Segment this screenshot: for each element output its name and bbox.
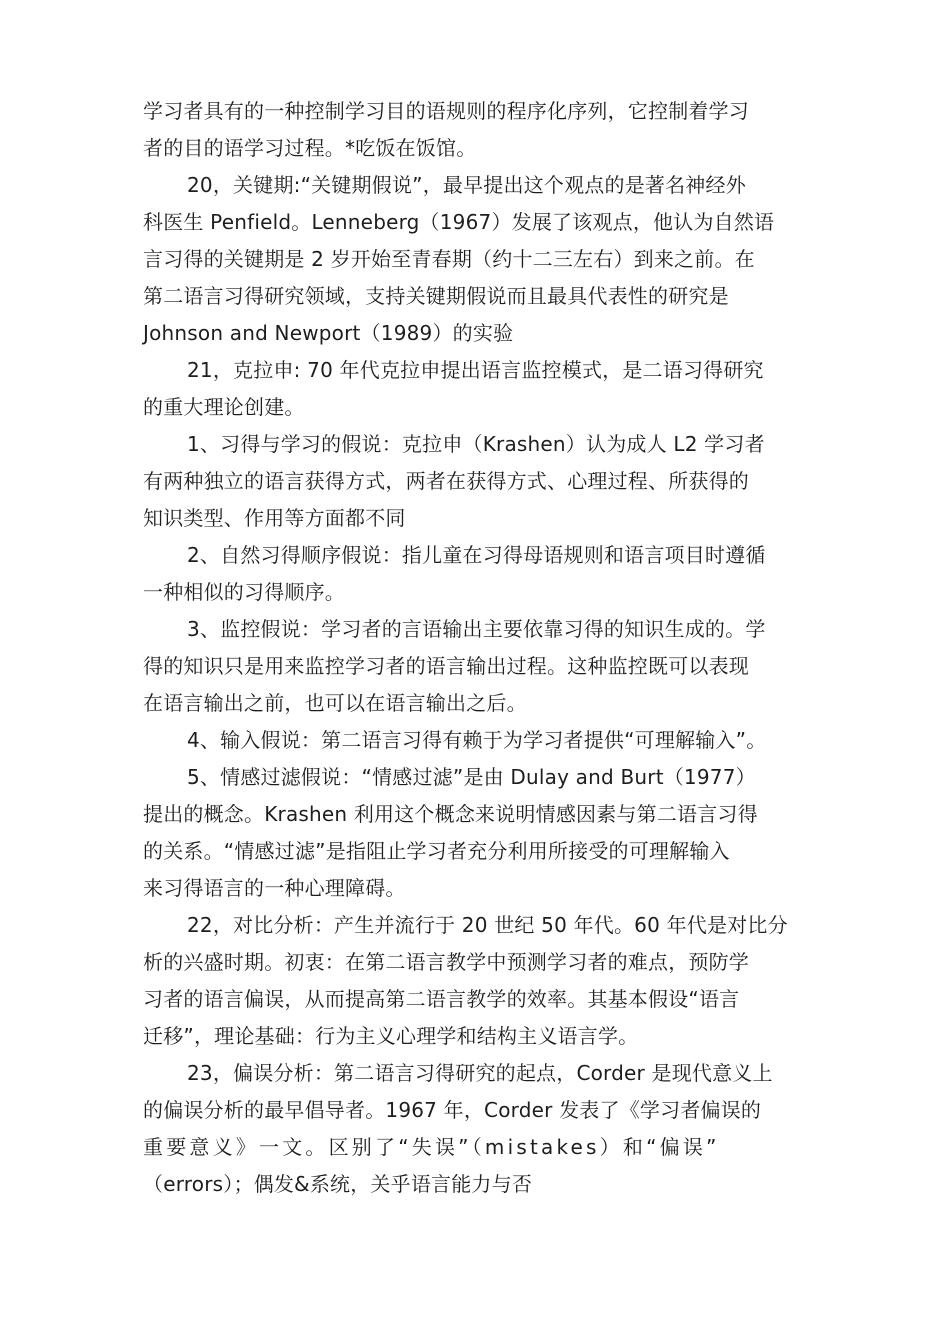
- text-line: 学习者具有的一种控制学习目的语规则的程序化序列，它控制着学习: [143, 99, 749, 123]
- text-line: 迁移”，理论基础：行为主义心理学和结构主义语言学。: [143, 1024, 639, 1048]
- text-line: 得的知识只是用来监控学习者的语言输出过程。这种监控既可以表现: [143, 654, 749, 678]
- text-line: 者的目的语学习过程。*吃饭在饭馆。: [143, 136, 477, 160]
- paragraph-22-start: 22，对比分析：产生并流行于 20 世纪 50 年代。60 年代是对比分: [187, 913, 788, 937]
- text-line: 的重大理论创建。: [143, 395, 305, 419]
- hypothesis-2-start: 2、自然习得顺序假说：指儿童在习得母语规则和语言项目时遵循: [187, 543, 766, 567]
- text-line: 提出的概念。Krashen 利用这个概念来说明情感因素与第二语言习得: [143, 802, 758, 826]
- text-line: 有两种独立的语言获得方式，两者在获得方式、心理过程、所获得的: [143, 469, 749, 493]
- text-line: 习者的语言偏误，从而提高第二语言教学的效率。其基本假设“语言: [143, 987, 740, 1011]
- hypothesis-3-start: 3、监控假说：学习者的言语输出主要依靠习得的知识生成的。学: [187, 617, 766, 641]
- document-page: [143, 93, 813, 1203]
- text-line: 言习得的关键期是 2 岁开始至青春期（约十二三左右）到来之前。在: [143, 247, 755, 271]
- text-line: 在语言输出之前，也可以在语言输出之后。: [143, 691, 527, 715]
- text-line: 的偏误分析的最早倡导者。1967 年，Corder 发表了《学习者偏误的: [143, 1098, 762, 1122]
- text-line: 一种相似的习得顺序。: [143, 580, 345, 604]
- text-line: 第二语言习得研究领域，支持关键期假说而且最具代表性的研究是: [143, 284, 729, 308]
- text-line: 来习得语言的一种心理障碍。: [143, 876, 406, 900]
- hypothesis-5-start: 5、情感过滤假说：“情感过滤”是由 Dulay and Burt（1977）: [187, 765, 756, 789]
- text-line: Johnson and Newport（1989）的实验: [143, 321, 514, 345]
- paragraph-23-start: 23，偏误分析：第二语言习得研究的起点，Corder 是现代意义上: [187, 1061, 773, 1085]
- hypothesis-4-start: 4、输入假说：第二语言习得有赖于为学习者提供“可理解输入”。: [187, 728, 767, 752]
- hypothesis-1-start: 1、习得与学习的假说：克拉申（Krashen）认为成人 L2 学习者: [187, 432, 765, 456]
- text-line: 科医生 Penfield。Lenneberg（1967）发展了该观点，他认为自然语: [143, 210, 775, 234]
- paragraph-21-start: 21，克拉申: 70 年代克拉申提出语言监控模式，是二语习得研究: [187, 358, 764, 382]
- text-line: 析的兴盛时期。初衷：在第二语言教学中预测学习者的难点，预防学: [143, 950, 749, 974]
- paragraph-20-start: 20，关键期:“关键期假说”，最早提出这个观点的是著名神经外: [187, 173, 746, 197]
- text-line: 知识类型、作用等方面都不同: [143, 506, 406, 530]
- text-line: （errors）；偶发&系统，关乎语言能力与否: [143, 1172, 533, 1196]
- text-line: 重要意义》一文。区别了“失误”（mistakes）和“偏误”: [143, 1135, 720, 1159]
- text-line: 的关系。“情感过滤”是指阻止学习者充分利用所接受的可理解输入: [143, 839, 730, 863]
